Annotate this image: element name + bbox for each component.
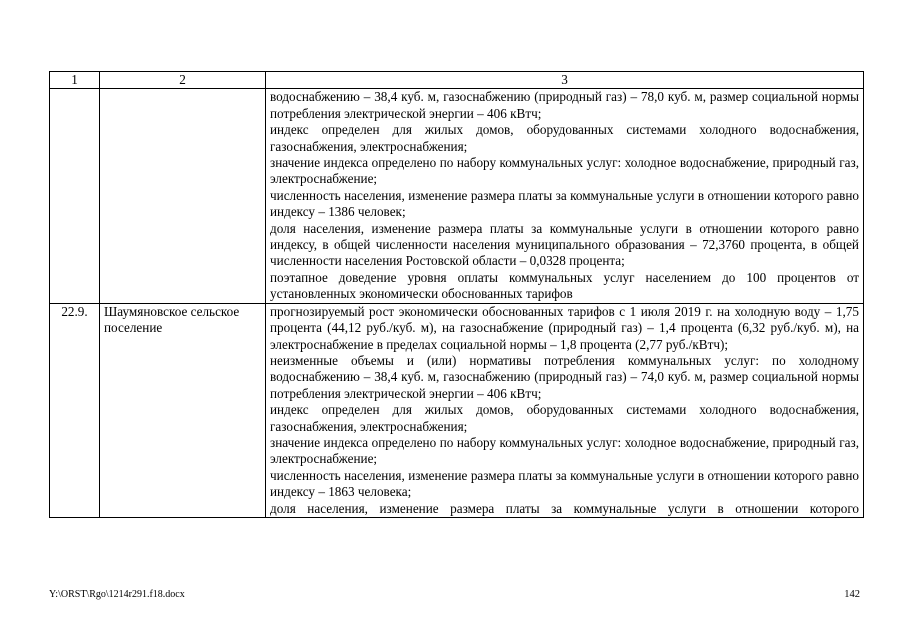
description-cell: [266, 303, 864, 517]
paragraph: индекс определен для жилых домов, оборудованных системами холодного водоснабжения, газоснабжения, электроснабжения;: [270, 402, 859, 434]
paragraph: доля населения, изменение размера платы за коммунальные услуги в отношении которого равно индексу, в общей численности населения муниципального образования – 72,3760 процента, в общей численности населения Ростовской области – 0,0328 процента;: [270, 220, 859, 269]
row-number-cell: 22.9.: [50, 303, 100, 517]
paragraph: водоснабжению – 38,4 куб. м, газоснабжению (природный газ) – 78,0 куб. м, размер социальной нормы потребления электрической энергии – 406 кВтч;: [270, 89, 859, 121]
paragraph: значение индекса определено по набору коммунальных услуг: холодное водоснабжение, природный газ, электроснабжение;: [270, 155, 859, 187]
paragraph: доля населения, изменение размера платы за коммунальные услуги в отношении которого: [270, 500, 859, 516]
file-path-footer: Y:\ORST\Rgo\1214r291.f18.docx: [49, 589, 185, 600]
table-row: [50, 89, 864, 303]
header-cell-2: 2: [100, 72, 266, 89]
paragraph: значение индекса определено по набору коммунальных услуг: холодное водоснабжение, природный газ, электроснабжение;: [270, 434, 859, 467]
settlement-name-cell: Шаумяновское сельское поселение: [100, 303, 266, 517]
tariff-table: [49, 71, 864, 518]
table-row: [50, 303, 864, 517]
paragraph: численность населения, изменение размера платы за коммунальные услуги в отношении которого равно индексу – 1386 человек;: [270, 187, 859, 220]
paragraph: индекс определен для жилых домов, оборудованных системами холодного водоснабжения, газоснабжения, электроснабжения;: [270, 122, 859, 154]
paragraph: прогнозируемый рост экономически обоснованных тарифов с 1 июля 2019 г. на холодную воду – 1,75 процента (44,12 руб./куб. м), на газоснабжение (природный газ) – 1,4 процента (6,32 руб./куб. м), на электроснабжение в пределах социальной нормы – 1,8 процента (2,77 руб./кВтч);: [270, 303, 859, 352]
paragraph: численность населения, изменение размера платы за коммунальные услуги в отношении которого равно индексу – 1863 человека;: [270, 467, 859, 500]
row-number-cell: [50, 89, 100, 303]
header-cell-1: 1: [50, 72, 100, 89]
settlement-name-cell: [100, 89, 266, 303]
paragraph: поэтапное доведение уровня оплаты коммунальных услуг населением до 100 процентов от установленных экономически обоснованных тарифов: [270, 269, 859, 302]
description-cell: [266, 89, 864, 303]
table-header-row: [50, 72, 864, 89]
page-number: 142: [844, 589, 860, 600]
header-cell-3: 3: [266, 72, 864, 89]
paragraph: неизменные объемы и (или) нормативы потребления коммунальных услуг: по холодному водоснабжению – 38,4 куб. м, газоснабжению (природный газ) – 74,0 куб. м, размер социальной нормы потребления электрической энергии – 406 кВтч;: [270, 352, 859, 401]
